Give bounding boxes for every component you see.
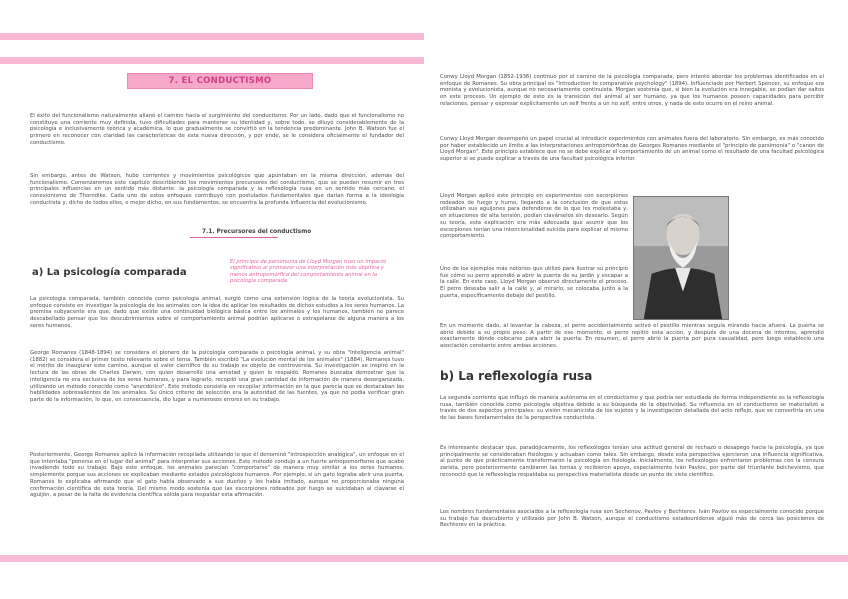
rusa-paragraph-3: Los nombres fundamentales asociados a la reflexología rusa son Sechenov, Pavlov y Bechterev. Iván Pavlov es especialmente conocido porque su trabajo fue descubierto y utilizado por John B. Watson, aunque el conductismo estadounidense siguió más de cerca las posiciones de Bechterev en la práctica. bbox=[440, 509, 824, 529]
rusa-paragraph-2: Es interesante destacar que, paradójicamente, los reflexólogos tenían una actitud general de rechazo o desapego hacia la psicología, ya que principalmente se consideraban fisiólogos y actuaban como tales. Sin embargo, desde esta perspectiva ejercieron una influencia significativa, al punto de que prácticamente transformaron la psicología en fisiología. Inicialmente, los reflexólogos enfrentaron problemas con la censura zarista, pero posteriormente cambiaron las tornas y recibieron apoyo, especialmente Iván Pavlov, por parte del triunfante bolchevismo, que reconoció que la reflexología respaldaba su perspectiva materialista desde un punto de vista científico. bbox=[440, 445, 824, 478]
comparada-paragraph-1: La psicología comparada, también conocida como psicología animal, surgió como una extensión lógica de la teoría evolucionista. Su enfoque consiste en investigar la psicología de los animales con la idea de aplicar los resultados de dichos estudios a los seres humanos. La premisa subyacente era que, dado que existe una continuidad biológica básica entre los animales y los humanos, también no parece descabellado pensar que los descubrimientos sobre el comportamiento animal podrían aplicarse o extrapolarse de alguna manera a los seres humanos. bbox=[30, 296, 404, 329]
chapter-title-box bbox=[127, 73, 313, 89]
portrait-photo bbox=[633, 196, 729, 320]
morgan-paragraph-3: Lloyd Morgan aplicó este principio en experimentos con escorpiones rodeados de fuego y humo, llegando a la conclusión de que estos utilizaban sus aguijones para defenderse de lo que les molestaba y, en situaciones de alta tensión, podían clavárselos sin desearlo. Según su teoría, esta explicación era más adecuada que asumir que los escorpiones tenían una intencionalidad suicida para explicar el mismo comportamiento. bbox=[440, 193, 628, 240]
morgan-paragraph-4: Uno de los ejemplos más notorios que utilizó para ilustrar su principio fue cómo su perro aprendió a abrir la puerta de su jardín y escapar a la calle. En este caso, Lloyd Morgan observó directamente el proceso. El perro deseaba salir a la calle y, al mirarlo, se colocaba junto a la puerta, específicamente debajo del pestillo. bbox=[440, 266, 628, 299]
top-pink-band-lower bbox=[0, 57, 424, 64]
morgan-paragraph-1: Conwy Lloyd Morgan (1852-1936) continuó por el camino de la psicología comparada, pero intentó abordar los problemas identificados en el enfoque de Romanes. Su obra principal es "Introduction to comparative psychology" (1894). Influenciado por Herbert Spencer, su enfoque era monista y evolucionista, aunque no necesariamente continuista. Morgan sostenía que, si bien la evolución era innegable, se podían dar saltos en este proceso. Un ejemplo de esto es la transición del animal al ser humano, ya que los humanos poseen capacidades para percibir relaciones, pensar y expresar explícitamente un self frente a un no self, entre otros, y nada de esto ocurre en el reino animal. bbox=[440, 74, 824, 107]
portrait-illustration bbox=[634, 197, 728, 319]
intro-paragraph-2: Sin embargo, antes de Watson, hubo corrientes y movimientos psicológicos que apuntaban en la misma dirección, además del funcionalismo. Comenzaremos este capítulo describiendo los movimientos precursores del conductismo, que se pueden resumir en tres principales influencias en un sentido más distante: la psicología comparada y la reflexología rusa en un sentido más cercano, el conexionismo de Thorndike. Cada uno de estos enfoques contribuyó con postulados fundamentales que darían forma a la ideología conductista y, dicho de todos ellos, o mejor dicho, en sus fundamentos, se encuentra la profunda influencia del evolucionismo. bbox=[30, 173, 404, 206]
subsection-underline bbox=[190, 237, 278, 238]
highlight-quote: El principio de parsimonia de Lloyd Morgan tuvo un impacto significativo al promover una interpretación más objetiva y menos antropomórfica del comportamiento animal en la psicología comparada. bbox=[230, 259, 387, 285]
section-b-heading: b) La reflexología rusa bbox=[440, 369, 593, 383]
bottom-pink-band-right bbox=[424, 555, 848, 562]
comparada-paragraph-2: George Romanes (1848-1894) se considera el pionero de la psicología comparada o psicología animal, y su obra "Inteligencia animal" (1882) se considera el primer texto relevante sobre el tema. También escribió "La evolución mental de los animales" (1884). Romanes tuvo el mérito de inaugurar este camino, aunque el valor científico de su trabajo es objeto de controversia. Su investigación se inspiró en la lectura de las obras de Charles Darwin, con quien desarrolló una amistad y quien lo respaldó. Romanes buscaba demostrar que la inteligencia no era exclusiva de los seres humanos, y para lograrlo, recopiló una gran cantidad de información de manera desorganizada, utilizando un método conocido como "anecdótico". Este método consistía en recopilar información en la que parecía que se destacaban las habilidades sobresalientes de los animales. Su único criterio de selección era la autoridad de las fuentes, ya que no podía verificar gran parte de la información, lo que, en consecuencia, dio lugar a numerosos errores en su trabajo. bbox=[30, 350, 404, 403]
subsection-title: 7.1. Precursores del conductismo bbox=[202, 229, 312, 235]
chapter-title: 7. EL CONDUCTISMO bbox=[168, 76, 272, 86]
section-a-heading: a) La psicología comparada bbox=[32, 267, 187, 278]
bottom-pink-band bbox=[0, 555, 424, 562]
morgan-paragraph-5: En un momento dado, al levantar la cabeza, el perro accidentalmente activó el pestillo mientras seguía mirando hacia afuera. La puerta se abrió debido a su propio peso. A partir de ese momento, el perro repitió esta acción, y después de una docena de intentos, aprendió exactamente dónde colocarse para abrir la puerta. En resumen, el perro abrió la puerta por pura casualidad, pero luego estableció una asociación constante entre ambas acciones. bbox=[440, 323, 824, 350]
morgan-paragraph-2: Conwy Lloyd Morgan desempeñó un papel crucial al introducir experimentos con animales fuera del laboratorio. Sin embargo, es más conocido por haber establecido un límite a las interpretaciones antropomórficas de Georges Romanes mediante el "principio de parsimonia" o "canon de Lloyd Morgan". Este principio establece que no se debe explicar el comportamiento de un animal como el resultado de una facultad psicológica superior si se puede explicar a través de una facultad psicológica inferior. bbox=[440, 136, 824, 163]
comparada-paragraph-3: Posteriormente, George Romanes aplicó la información recopilada utilizando lo que él denominó "introspección analógica", un enfoque en el que intentaba "ponerse en el lugar del animal" para interpretar sus acciones. Este método condujo a un fuerte antropomorfismo que acabó invadiendo todo su trabajo. Bajo este enfoque, los animales parecían "comportarse" de manera muy similar a los seres humanos, simplemente porque sus acciones se explicaban mediante estados psicológicos humanos. Por ejemplo, si un gato lograba abrir una puerta, Romanes lo explicaba afirmando que el gato había observado a sus dueños y los había imitado, aunque no proporcionaba ninguna confirmación científica de esta teoría. Del mismo modo sostenía que las escorpiones rodeados por fuego se suicidaban al clavarse el aguijón, a pesar de la falta de evidencia científica sólida para respaldar esta afirmación. bbox=[30, 452, 404, 499]
rusa-paragraph-1: La segunda corriente que influyó de manera autónoma en el conductismo y que podría ser estudiada de forma independiente es la reflexología rusa, también conocida como psicología objetiva debido a su búsqueda de la objetividad. Su influencia en el conductismo se materializó a través de dos aspectos principales: su visión mecanicista de los sujetos y la investigación detallada del acto reflejo, que se convertiría en una de las bases fundamentales de la perspectiva conductista. bbox=[440, 395, 824, 422]
intro-paragraph-1: El éxito del funcionalismo naturalmente allanó el camino hacia el surgimiento del conductismo. Por un lado, dado que el funcionalismo no constituye una corriente muy definida, tuvo dificultades para mantener su identidad y, sobre todo, se diluyó considerablemente de la psicología e inclusivamente teórica y académica, lo que gradualmente se convirtió en la tendencia predominante. John B. Watson fue el primero en reconocer con claridad las características de esta nueva dirección, y por ende, se le considera oficialmente el fundador del conductismo. bbox=[30, 113, 404, 146]
top-pink-band bbox=[0, 33, 424, 40]
